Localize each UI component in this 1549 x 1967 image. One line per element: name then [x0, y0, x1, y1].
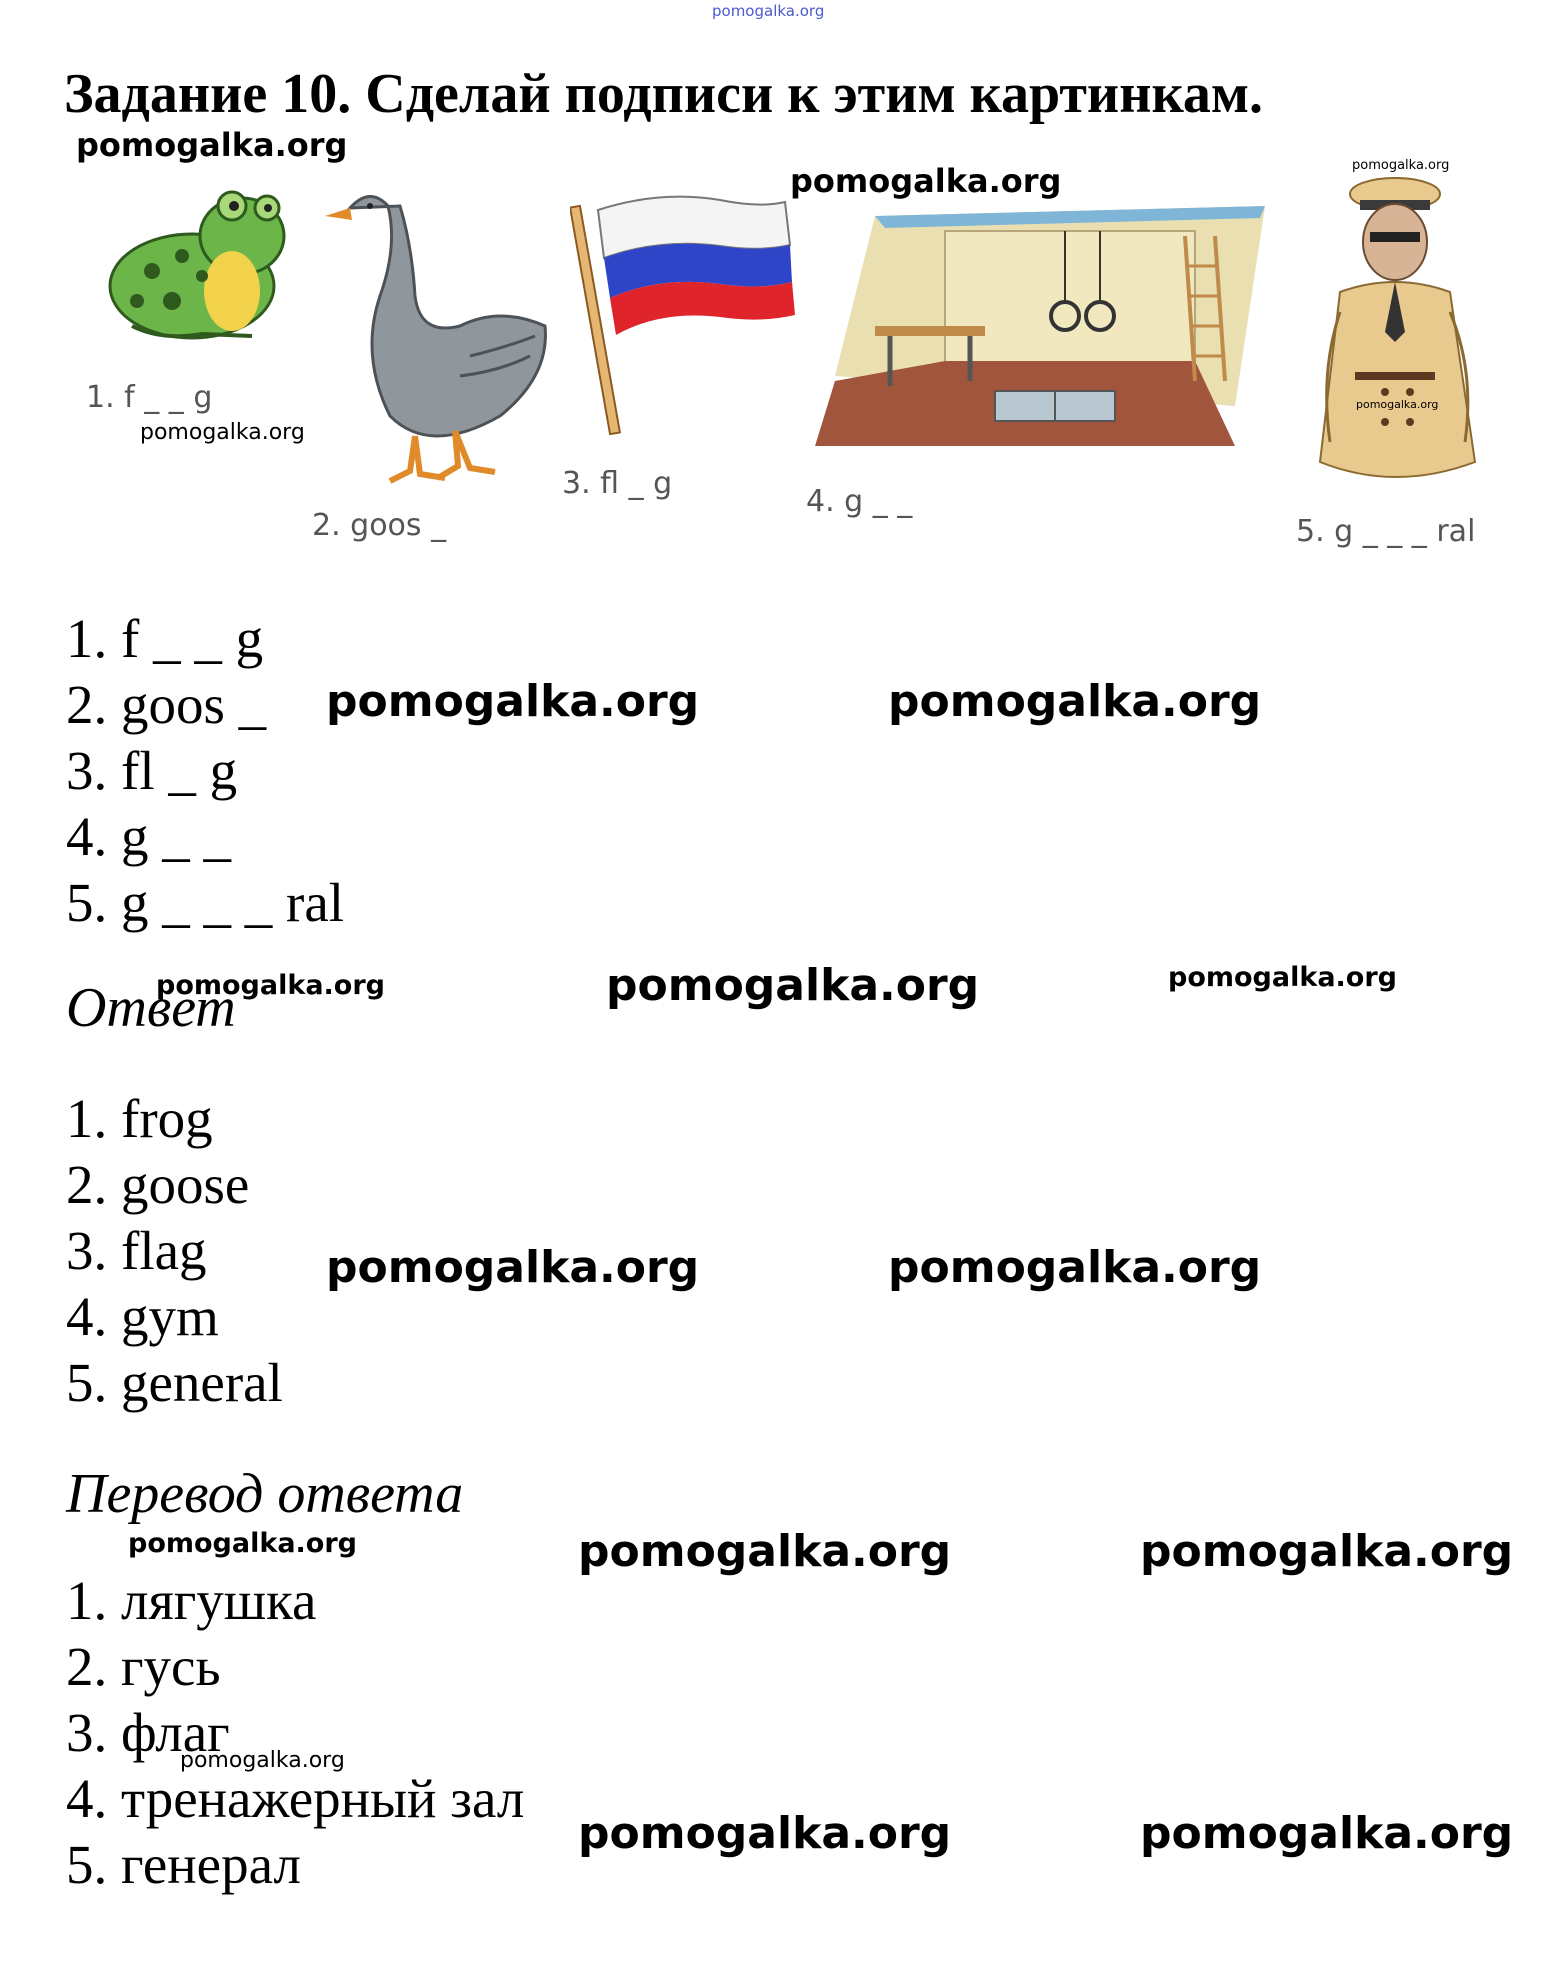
translation-list — [66, 1568, 524, 1898]
watermark: pomogalka.org — [606, 960, 980, 1011]
list-item: 1. frog — [66, 1088, 213, 1149]
watermark: pomogalka.org — [888, 676, 1262, 727]
list-item: 3. fl _ g — [66, 740, 238, 801]
page-title: Задание 10. Сделай подписи к этим картинкам. — [64, 63, 1264, 125]
task-list — [66, 606, 344, 936]
watermark: pomogalka.org — [790, 162, 1062, 200]
watermark: pomogalka.org — [76, 126, 348, 164]
list-item: 5. генерал — [66, 1834, 301, 1895]
watermark: pomogalka.org — [140, 420, 305, 445]
list-item: 2. goos _ — [66, 674, 267, 735]
answer-list — [66, 1086, 283, 1416]
list-item: 4. тренажерный зал — [66, 1768, 525, 1829]
watermark: pomogalka.org — [180, 1748, 345, 1773]
list-item: 3. flag — [66, 1220, 207, 1281]
watermark: pomogalka.org — [326, 1242, 700, 1293]
list-item: 1. лягушка — [66, 1570, 317, 1631]
list-item: 1. f _ _ g — [66, 608, 264, 669]
list-item: 4. g _ _ — [66, 806, 231, 867]
translation-heading: Перевод ответа — [66, 1463, 464, 1525]
watermark: pomogalka.org — [128, 1528, 357, 1559]
picture-caption: 2. goos _ — [312, 508, 447, 543]
picture-caption: 5. g _ _ _ ral — [1296, 514, 1476, 549]
general-icon — [1300, 172, 1500, 492]
watermark: pomogalka.org — [1356, 398, 1439, 411]
russian-flag-icon — [570, 190, 800, 440]
goose-icon — [320, 186, 555, 486]
frog-icon — [92, 176, 292, 346]
list-item: 3. флаг — [66, 1702, 230, 1763]
watermark: pomogalka.org — [578, 1808, 952, 1859]
picture-caption: 3. fl _ g — [562, 466, 673, 501]
gym-icon — [815, 206, 1275, 451]
picture-caption: 4. g _ _ — [806, 484, 913, 519]
list-item: 2. гусь — [66, 1636, 221, 1697]
watermark: pomogalka.org — [1168, 962, 1397, 993]
list-item: 4. gym — [66, 1286, 219, 1347]
watermark: pomogalka.org — [156, 970, 385, 1001]
list-item: 5. g _ _ _ ral — [66, 872, 345, 933]
list-item: 5. general — [66, 1352, 283, 1413]
list-item: 2. goose — [66, 1154, 250, 1215]
answer-heading: Ответ — [66, 977, 236, 1039]
watermark-top: pomogalka.org — [712, 2, 825, 20]
watermark: pomogalka.org — [888, 1242, 1262, 1293]
watermark: pomogalka.org — [578, 1526, 952, 1577]
picture-caption: 1. f _ _ g — [86, 380, 213, 415]
watermark: pomogalka.org — [326, 676, 700, 727]
watermark: pomogalka.org — [1140, 1526, 1514, 1577]
watermark: pomogalka.org — [1352, 158, 1450, 173]
watermark: pomogalka.org — [1140, 1808, 1514, 1859]
